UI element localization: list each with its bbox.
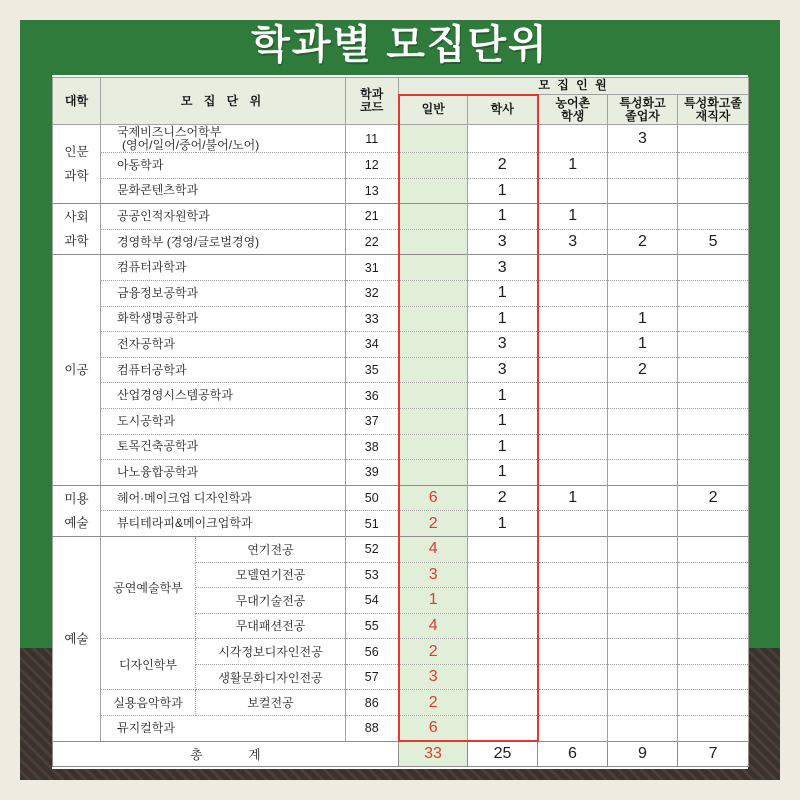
quota-vocational-graduate <box>608 255 678 281</box>
quota-vocational-graduate <box>608 639 678 665</box>
table-panel <box>52 75 748 769</box>
quota-bachelor: 1 <box>468 306 538 332</box>
unit-cell <box>101 204 346 230</box>
table-row <box>53 434 749 460</box>
unit-cell <box>101 357 346 383</box>
quota-vocational-graduate <box>608 485 678 511</box>
quota-vocational-employed <box>678 280 749 306</box>
header-quota-group: 모 집 인 원 <box>399 78 749 95</box>
unit-name: 공공인적자원학과 <box>117 208 210 223</box>
dept-code: 12 <box>346 153 399 179</box>
table-row <box>53 125 749 153</box>
header-quota-line: 졸업자 <box>625 108 660 123</box>
college-name: 과학 <box>64 169 89 184</box>
quota-rural: 1 <box>538 153 608 179</box>
unit-name: 경영학부 (경영/글로벌경영) <box>117 234 260 249</box>
header-code-line: 학과 <box>360 87 384 101</box>
table-row <box>53 332 749 358</box>
major-name: 모델연기전공 <box>196 562 346 588</box>
quota-vocational-graduate <box>608 536 678 562</box>
quota-rural <box>538 306 608 332</box>
quota-vocational-graduate <box>608 613 678 639</box>
quota-general <box>399 280 468 306</box>
quota-rural <box>538 460 608 486</box>
total-vocational-graduate: 9 <box>608 741 678 766</box>
quota-bachelor <box>468 664 538 690</box>
unit-cell <box>101 255 346 281</box>
quota-vocational-employed <box>678 588 749 614</box>
dept-code: 36 <box>346 383 399 409</box>
dept-code: 37 <box>346 408 399 434</box>
header-quota-line: 일반 <box>421 102 445 117</box>
dept-code: 32 <box>346 280 399 306</box>
quota-vocational-graduate: 1 <box>608 306 678 332</box>
table-row <box>53 306 749 332</box>
quota-vocational-employed <box>678 383 749 409</box>
quota-bachelor <box>468 613 538 639</box>
quota-vocational-employed <box>678 332 749 358</box>
quota-vocational-employed <box>678 664 749 690</box>
division-name: 디자인학부 <box>101 639 196 690</box>
major-name: 연기전공 <box>196 536 346 562</box>
quota-rural <box>538 690 608 716</box>
dept-code: 11 <box>346 125 399 153</box>
quota-rural <box>538 357 608 383</box>
dept-code: 39 <box>346 460 399 486</box>
quota-rural <box>538 408 608 434</box>
unit-cell <box>101 125 346 153</box>
unit-cell <box>101 229 346 255</box>
quota-rural <box>538 536 608 562</box>
quota-vocational-graduate <box>608 408 678 434</box>
table-row <box>53 153 749 179</box>
quota-general: 2 <box>399 690 468 716</box>
quota-bachelor <box>468 716 538 742</box>
quota-rural <box>538 716 608 742</box>
college-name: 예술 <box>64 631 89 646</box>
header-quota-line: 재직자 <box>695 108 731 123</box>
quota-general: 2 <box>399 639 468 665</box>
quota-bachelor: 3 <box>468 357 538 383</box>
quota-vocational-graduate <box>608 204 678 230</box>
quota-vocational-employed <box>678 178 749 204</box>
table-body <box>53 125 749 742</box>
page-title: 학과별 모집단위 <box>251 23 549 67</box>
quota-rural: 3 <box>538 229 608 255</box>
quota-rural: 1 <box>538 485 608 511</box>
major-name: 보컬전공 <box>196 690 346 716</box>
table-row <box>53 460 749 486</box>
table-row <box>53 280 749 306</box>
quota-vocational-graduate <box>608 434 678 460</box>
unit-cell <box>101 434 346 460</box>
table-row <box>53 639 749 665</box>
quota-vocational-employed <box>678 460 749 486</box>
quota-vocational-graduate <box>608 562 678 588</box>
quota-rural <box>538 125 608 153</box>
dept-code: 52 <box>346 536 399 562</box>
admission-quota-table <box>52 77 749 767</box>
college-name: 인문 <box>64 145 89 160</box>
quota-bachelor <box>468 588 538 614</box>
table-row <box>53 357 749 383</box>
quota-rural <box>538 255 608 281</box>
quota-rural <box>538 280 608 306</box>
dept-code: 50 <box>346 485 399 511</box>
quota-bachelor <box>468 690 538 716</box>
quota-vocational-graduate <box>608 153 678 179</box>
quota-vocational-employed <box>678 125 749 153</box>
quota-general <box>399 178 468 204</box>
unit-cell <box>101 408 346 434</box>
dept-code: 13 <box>346 178 399 204</box>
quota-bachelor <box>468 639 538 665</box>
dept-code: 88 <box>346 716 399 742</box>
quota-general: 3 <box>399 562 468 588</box>
quota-bachelor: 1 <box>468 280 538 306</box>
unit-cell <box>101 511 346 537</box>
quota-vocational-graduate <box>608 383 678 409</box>
table-footer <box>53 741 749 766</box>
quota-general: 1 <box>399 588 468 614</box>
major-name: 생활문화디자인전공 <box>196 664 346 690</box>
quota-bachelor: 2 <box>468 485 538 511</box>
header-quota-vocational-employed <box>678 95 749 125</box>
quota-general: 4 <box>399 536 468 562</box>
table-row <box>53 408 749 434</box>
header-code-line: 코드 <box>360 100 384 114</box>
quota-general <box>399 357 468 383</box>
table-row <box>53 255 749 281</box>
table-row <box>53 383 749 409</box>
unit-name: 문화콘텐츠학과 <box>117 183 199 198</box>
college-cell <box>53 125 101 204</box>
quota-bachelor: 3 <box>468 229 538 255</box>
quota-bachelor: 1 <box>468 460 538 486</box>
unit-name: 컴퓨터공학과 <box>117 362 187 377</box>
quota-bachelor: 1 <box>468 204 538 230</box>
unit-name: 화학생명공학과 <box>117 311 199 326</box>
quota-general <box>399 460 468 486</box>
dept-code: 22 <box>346 229 399 255</box>
unit-name: 국제비즈니스어학부 <box>117 124 222 139</box>
unit-cell <box>101 460 346 486</box>
total-rural: 6 <box>538 741 608 766</box>
table-header <box>53 78 749 125</box>
college-cell <box>53 536 101 741</box>
total-general: 33 <box>399 741 468 766</box>
dept-code: 57 <box>346 664 399 690</box>
quota-vocational-employed <box>678 357 749 383</box>
quota-vocational-employed <box>678 613 749 639</box>
total-label <box>53 741 399 766</box>
table-row <box>53 178 749 204</box>
total-bachelor: 25 <box>468 741 538 766</box>
unit-name: 산업경영시스템공학과 <box>117 388 233 403</box>
unit-name: (영어/일어/중어/불어/노어) <box>122 137 260 152</box>
unit-name: 아동학과 <box>117 157 164 172</box>
dept-code: 54 <box>346 588 399 614</box>
total-row <box>53 741 749 766</box>
quota-vocational-employed <box>678 536 749 562</box>
dept-code: 35 <box>346 357 399 383</box>
quota-bachelor: 1 <box>468 178 538 204</box>
quota-vocational-employed <box>678 204 749 230</box>
header-quota-general <box>399 95 468 125</box>
quota-vocational-employed <box>678 511 749 537</box>
header-quota-bachelor <box>468 95 538 125</box>
unit-name: 전자공학과 <box>117 336 175 351</box>
quota-general: 3 <box>399 664 468 690</box>
unit-cell <box>101 306 346 332</box>
division-name: 실용음악학과 <box>101 690 196 716</box>
unit-name: 나노융합공학과 <box>117 464 199 479</box>
quota-bachelor: 1 <box>468 408 538 434</box>
quota-vocational-graduate <box>608 716 678 742</box>
division-name: 공연예술학부 <box>101 536 196 638</box>
table-row <box>53 229 749 255</box>
quota-vocational-graduate <box>608 460 678 486</box>
major-name: 시각정보디자인전공 <box>196 639 346 665</box>
header-quota-line: 학생 <box>561 108 585 123</box>
header-code <box>346 78 399 125</box>
quota-bachelor <box>468 536 538 562</box>
quota-bachelor: 1 <box>468 511 538 537</box>
quota-bachelor: 3 <box>468 255 538 281</box>
unit-cell <box>101 332 346 358</box>
quota-vocational-graduate <box>608 690 678 716</box>
unit-name: 금융정보공학과 <box>117 285 199 300</box>
quota-general <box>399 434 468 460</box>
header-college: 대학 <box>53 78 101 125</box>
total-vocational-employed: 7 <box>678 741 749 766</box>
dept-code: 56 <box>346 639 399 665</box>
header-quota-line: 농어촌 <box>555 95 591 110</box>
quota-vocational-graduate <box>608 280 678 306</box>
college-name: 미용 <box>64 491 89 506</box>
total-label-word: 계 <box>248 747 261 762</box>
dept-code: 53 <box>346 562 399 588</box>
quota-vocational-employed <box>678 306 749 332</box>
unit-name: 헤어·메이크업 디자인학과 <box>117 490 252 505</box>
header-quota-line: 특성화고졸 <box>684 95 742 110</box>
quota-general <box>399 383 468 409</box>
quota-vocational-graduate <box>608 178 678 204</box>
quota-vocational-graduate: 1 <box>608 332 678 358</box>
quota-bachelor: 1 <box>468 383 538 409</box>
dept-code: 38 <box>346 434 399 460</box>
quota-rural <box>538 383 608 409</box>
quota-vocational-graduate: 2 <box>608 229 678 255</box>
quota-rural <box>538 639 608 665</box>
header-unit: 모 집 단 위 <box>101 78 346 125</box>
quota-general: 2 <box>399 511 468 537</box>
quota-rural <box>538 562 608 588</box>
quota-bachelor: 2 <box>468 153 538 179</box>
college-name: 과학 <box>64 234 89 249</box>
quota-bachelor <box>468 125 538 153</box>
college-cell <box>53 255 101 485</box>
dept-code: 21 <box>346 204 399 230</box>
table-row <box>53 716 749 742</box>
dept-code: 31 <box>346 255 399 281</box>
quota-vocational-employed <box>678 255 749 281</box>
unit-cell <box>101 178 346 204</box>
college-cell <box>53 204 101 255</box>
table-row <box>53 536 749 562</box>
major-name: 무대기술전공 <box>196 588 346 614</box>
college-name: 예술 <box>64 515 89 530</box>
unit-cell <box>101 716 346 742</box>
quota-bachelor: 3 <box>468 332 538 358</box>
unit-cell <box>101 485 346 511</box>
unit-name: 뮤지컬학과 <box>117 720 175 735</box>
quota-rural: 1 <box>538 204 608 230</box>
quota-general: 4 <box>399 613 468 639</box>
quota-rural <box>538 434 608 460</box>
quota-rural <box>538 332 608 358</box>
quota-bachelor: 1 <box>468 434 538 460</box>
quota-vocational-employed <box>678 716 749 742</box>
quota-vocational-employed: 5 <box>678 229 749 255</box>
quota-rural <box>538 511 608 537</box>
table-row <box>53 511 749 537</box>
college-name: 사회 <box>64 210 89 225</box>
quota-general <box>399 306 468 332</box>
quota-vocational-employed <box>678 562 749 588</box>
quota-vocational-employed <box>678 153 749 179</box>
dept-code: 55 <box>346 613 399 639</box>
unit-cell <box>101 280 346 306</box>
header-quota-line: 특성화고 <box>619 95 666 110</box>
header-quota-rural <box>538 95 608 125</box>
quota-general <box>399 255 468 281</box>
quota-general: 6 <box>399 485 468 511</box>
quota-vocational-employed <box>678 434 749 460</box>
header-row <box>53 78 749 95</box>
college-name: 이공 <box>64 363 89 378</box>
table-row <box>53 204 749 230</box>
dept-code: 34 <box>346 332 399 358</box>
quota-general <box>399 153 468 179</box>
major-name: 무대패션전공 <box>196 613 346 639</box>
unit-name: 토목건축공학과 <box>117 439 199 454</box>
total-label-word: 총 <box>190 747 203 762</box>
quota-general <box>399 332 468 358</box>
quota-vocational-graduate <box>608 511 678 537</box>
quota-general <box>399 229 468 255</box>
table-row <box>53 690 749 716</box>
dept-code: 33 <box>346 306 399 332</box>
quota-vocational-graduate: 2 <box>608 357 678 383</box>
quota-vocational-employed <box>678 408 749 434</box>
unit-name: 도시공학과 <box>117 413 175 428</box>
dept-code: 51 <box>346 511 399 537</box>
header-quota-line: 학사 <box>490 102 514 117</box>
quota-vocational-employed <box>678 639 749 665</box>
quota-vocational-graduate <box>608 664 678 690</box>
college-cell <box>53 485 101 536</box>
quota-rural <box>538 664 608 690</box>
table-row <box>53 485 749 511</box>
quota-general <box>399 408 468 434</box>
quota-bachelor <box>468 562 538 588</box>
quota-general <box>399 204 468 230</box>
unit-cell <box>101 383 346 409</box>
unit-name: 뷰티테라피&메이크업학과 <box>117 516 253 531</box>
quota-rural <box>538 178 608 204</box>
dept-code: 86 <box>346 690 399 716</box>
quota-rural <box>538 588 608 614</box>
quota-vocational-graduate <box>608 588 678 614</box>
header-quota-vocational-graduate <box>608 95 678 125</box>
quota-vocational-employed <box>678 690 749 716</box>
quota-rural <box>538 613 608 639</box>
unit-cell <box>101 153 346 179</box>
quota-general: 6 <box>399 716 468 742</box>
quota-general <box>399 125 468 153</box>
quota-vocational-graduate: 3 <box>608 125 678 153</box>
quota-vocational-employed: 2 <box>678 485 749 511</box>
unit-name: 컴퓨터과학과 <box>117 260 187 275</box>
